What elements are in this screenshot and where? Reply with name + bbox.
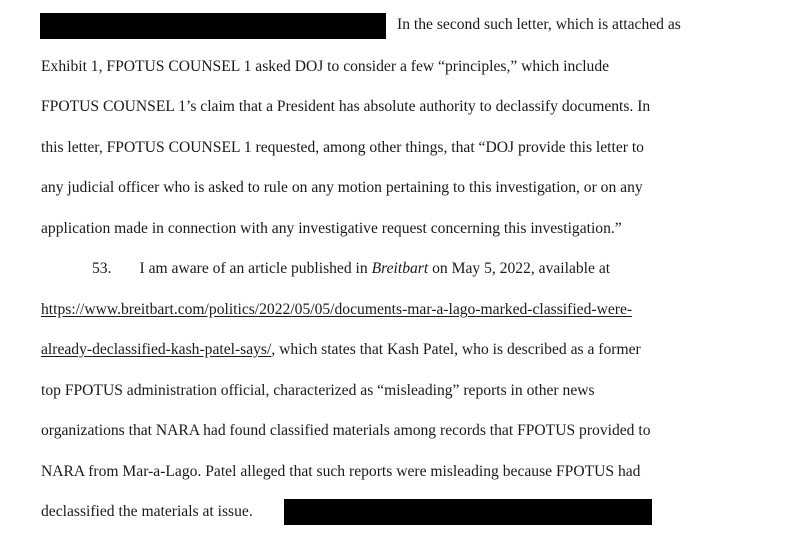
- text-line: In the second such letter, which is attached as: [397, 16, 681, 33]
- text-line: Exhibit 1, FPOTUS COUNSEL 1 asked DOJ to consider a few “principles,” which include: [41, 58, 610, 75]
- text-line: any judicial officer who is asked to rule on any motion pertaining to this investigation, or on any: [41, 179, 643, 196]
- paragraph-53-line: [92, 259, 610, 279]
- url-line: [41, 300, 632, 320]
- text-segment: , which states that Kash Patel, who is described as a former: [271, 341, 641, 358]
- text-segment: on May 5, 2022, available at: [428, 260, 611, 277]
- text-line: top FPOTUS administration official, characterized as “misleading” reports in other news: [41, 382, 595, 399]
- text-line: [41, 340, 641, 360]
- breitbart-link[interactable]: https://www.breitbart.com/politics/2022/05/05/documents-mar-a-lago-marked-classified-were-: [41, 301, 633, 318]
- text-line: application made in connection with any investigative request concerning this investigation.”: [41, 220, 622, 237]
- text-segment: I am aware of an article published in: [139, 260, 372, 277]
- redaction-block: [284, 499, 652, 525]
- breitbart-link-continued[interactable]: already-declassified-kash-patel-says/: [41, 341, 272, 358]
- text-line: this letter, FPOTUS COUNSEL 1 requested, among other things, that “DOJ provide this letter to: [41, 139, 644, 156]
- text-line: declassified the materials at issue.: [41, 503, 253, 520]
- text-line: NARA from Mar-a-Lago. Patel alleged that such reports were misleading because FPOTUS had: [41, 463, 641, 480]
- redaction-block: [40, 13, 386, 39]
- paragraph-number: 53.: [92, 260, 112, 277]
- text-line: FPOTUS COUNSEL 1’s claim that a President has absolute authority to declassify documents. In: [41, 98, 651, 115]
- text-line: organizations that NARA had found classified materials among records that FPOTUS provided to: [41, 422, 651, 439]
- publication-name: Breitbart: [371, 260, 429, 277]
